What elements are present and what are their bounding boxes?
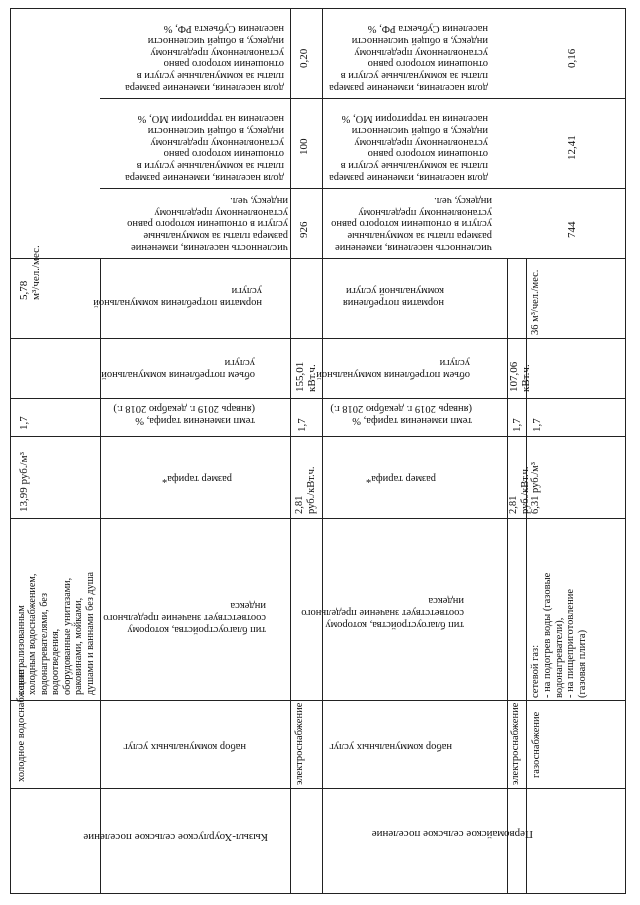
s1-header-services: набор коммунальных услуг [123,741,246,752]
divider-settlement-1 [322,8,323,894]
divider-left-block [290,8,291,894]
s2-gas-service: газоснабжение [531,711,542,778]
s2-header-tariff: размер тарифа* [365,473,436,484]
s1-header-share-rf: доля населения, изменение размера платы за коммунальные услуги в отношении которого равно установленному предельному индексу, в общей численности населения Субъекта РФ, % [125,23,284,93]
row-improvement-bottom [10,700,626,701]
s2-gas-norm: 36 м³/чел./мес. [530,269,541,335]
s2-electricity-service: электроснабжение [510,702,521,785]
water-change: 1,7 [18,416,30,430]
settlement-1-name: Кызыл-Хоурлуское сельское поселение [83,831,268,843]
water-tariff: 13,99 руб./м³ [18,452,30,512]
divider-settlement-2-gas [526,258,527,894]
row-population-bottom [10,258,626,259]
s2-header-share-mo: доля населения, изменение размера платы за коммунальные услуги в отношении которого равно установленному предельному индексу, в общей численности населения на территории МО, % [329,113,488,183]
s1-header-improvement: тип благоустройства, которому соответствует значение предельного индекса [103,600,266,635]
s2-gas-change: 1,7 [531,418,543,432]
s1-share-mo: 100 [298,138,310,155]
s2-header-improvement: тип благоустройства, которому соответствует значение предельного индекса [301,595,464,630]
water-description: с централизованным холодным водоснабжением, водонагревателями, без водоотведения, оборудованные унитазами, раковинами, мойками, душами и ваннами без душа [16,571,96,695]
s2-population: 744 [566,221,578,238]
s1-population: 926 [298,221,310,238]
s1-header-population: численность населения, изменение размера платы за коммунальные услуги в отношении которого равно установленному предельному индексу, чел. [127,195,288,253]
row-volume-bottom [10,398,626,399]
s2-header-norm: норматив потребления коммунальной услуги [342,285,444,308]
table-border-bottom [10,893,626,894]
s1-volume: 155,01 кВт.ч. [294,361,319,392]
s1-header-tariff: размер тарифа* [161,473,232,484]
row-share-mo-bottom [100,188,626,189]
s1-header-share-mo: доля населения, изменение размера платы за коммунальные услуги в отношении которого равно установленному предельному индексу, в общей численности населения на территории МО, % [125,113,284,183]
table-border-right [625,8,626,894]
s1-header-volume: объем потребления коммунальной услуги [101,357,255,380]
s1-service: электроснабжение [294,702,305,785]
s2-gas-tariff: 6,31 руб./м³ [530,462,541,514]
s2-header-volume: объем потребления коммунальной услуги [316,357,470,380]
s2-header-services: набор коммунальных услуг [329,741,452,752]
s2-share-mo: 12,41 [566,135,578,160]
s1-tariff: 2,81 руб./кВт.ч. [294,466,317,514]
water-service-label: холодное водоснабжение [16,669,27,782]
s2-share-rf: 0,16 [566,48,578,68]
s2-electricity-volume: 107,06 кВт.ч. [508,361,533,392]
water-norm: 5,78 м³/чел./мес. [18,245,43,300]
s1-header-change: темп изменения тарифа, % (январь 2019 г. декабрю 2018 г.) [113,403,255,426]
s2-electricity-change: 1,7 [511,418,523,432]
s2-header-change: темп изменения тарифа, % (январь 2019 г. декабрю 2018 г.) [330,403,472,426]
table-border-left [10,8,11,894]
s1-change: 1,7 [296,418,308,432]
s2-electricity-tariff: 2,81 руб./кВт.ч. [508,466,531,514]
divider-settlement-2-header [507,258,508,894]
row-norm-bottom [10,338,626,339]
s1-header-norm: норматив потребления коммунальной услуги [93,285,262,308]
row-change-bottom [10,436,626,437]
row-share-rf-bottom [100,98,626,99]
s2-header-population: численность населения, изменение размера платы за коммунальные услуги в отношении которого равно установленному предельному индексу, чел. [331,195,492,253]
row-tariff-bottom [10,518,626,519]
s2-gas-description: сетевой газ: - на подогрев воды (газовые водонагреватели), - на пищеприготовление (газовая плита) [530,572,588,698]
divider-first-column [100,258,101,894]
row-services-bottom [10,788,626,789]
s1-share-rf: 0,20 [298,48,310,68]
s2-header-share-rf: доля населения, изменение размера платы за коммунальные услуги в отношении которого равно установленному предельному индексу, в общей численности населения Субъекта РФ, % [329,23,488,93]
settlement-2-name: Первомайское сельское поселение [371,828,533,840]
table-border-top [10,8,626,9]
